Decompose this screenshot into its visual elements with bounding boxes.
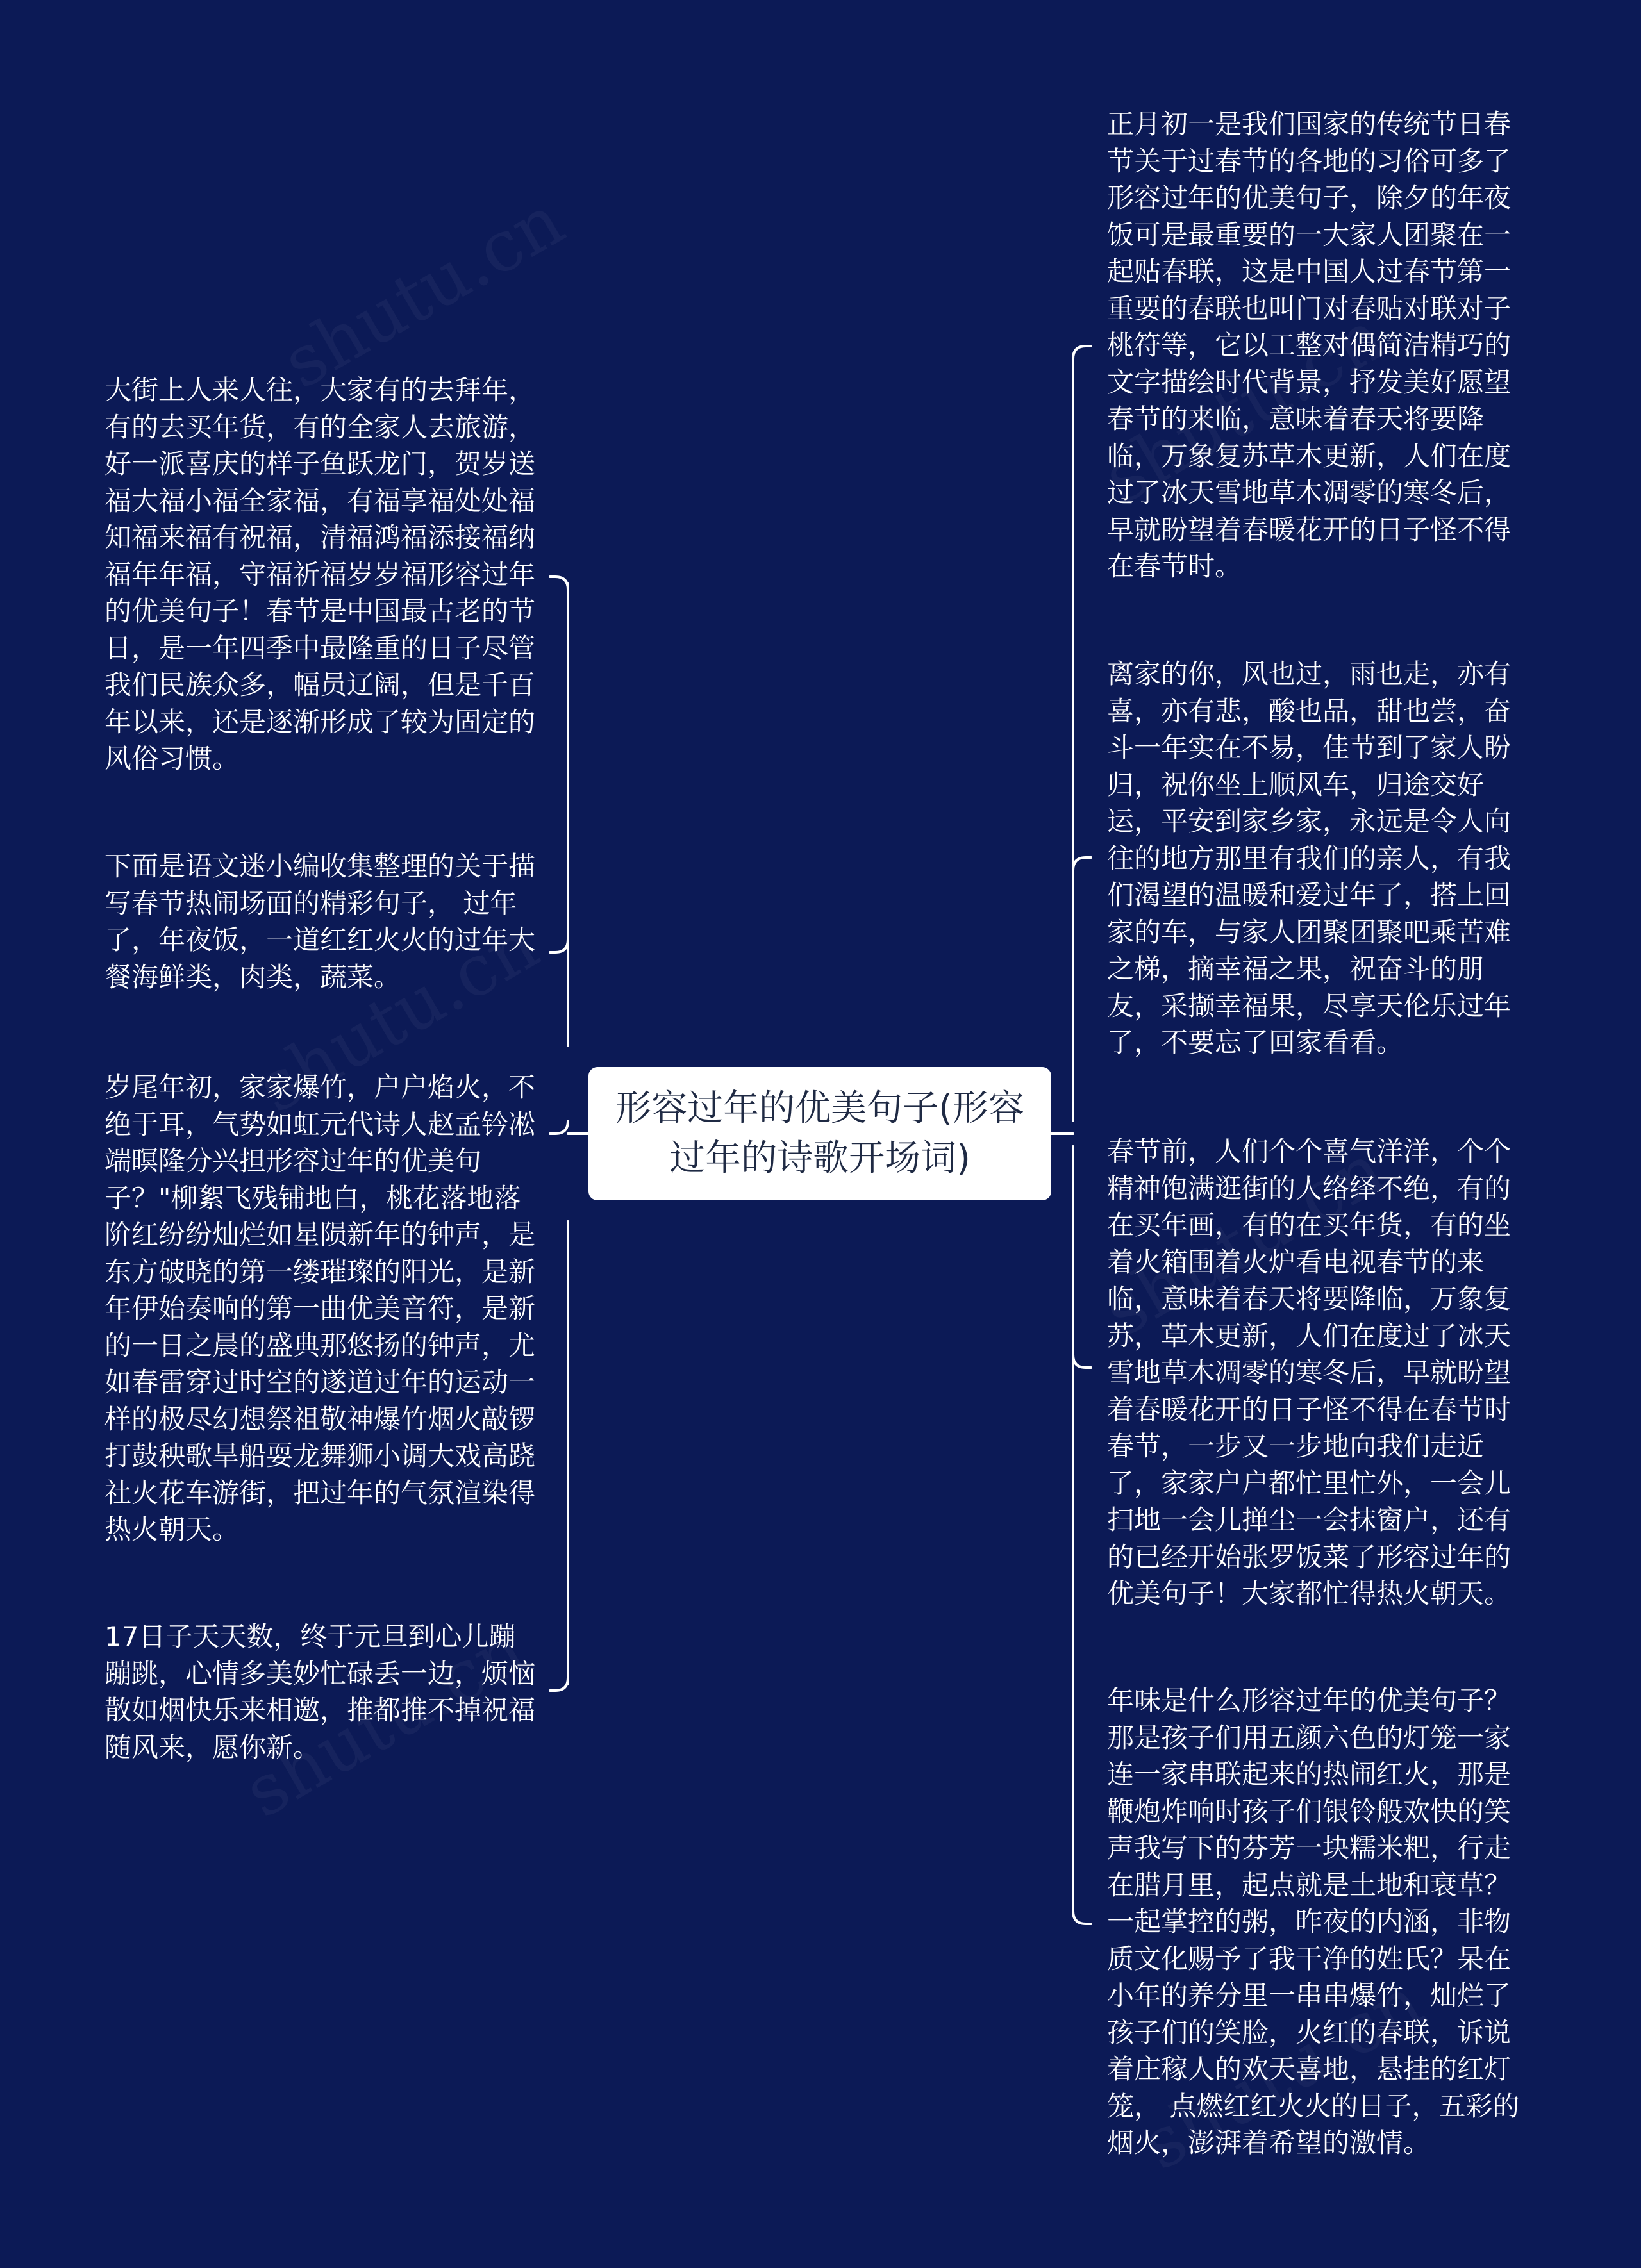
right-leaf-2: 离家的你，风也过，雨也走，亦有喜，亦有悲，酸也品，甜也尝，奋斗一年实在不易，佳节到了家人盼归，祝你坐上顺风车，归途交好运，平安到家乡家，永远是令人向往的地方那里有我们的亲人，有我们渴望的温暖和爱过年了，搭上回家的车，与家人团聚团聚吧乘苦难之梯，摘幸福之果，祝奋斗的朋友，采撷幸福果，尽享天伦乐过年了，不要忘了回家看看。 <box>1107 658 1512 1058</box>
left-leaf-4: 17日子天天数，终于元旦到心儿蹦蹦跳，心情多美妙忙碌丢一边，烦恼散如烟快乐来相邀，推都推不掉祝福随风来，愿你新。 <box>104 1621 536 1763</box>
right-leaf-4: 年味是什么形容过年的优美句子？那是孩子们用五颜六色的灯笼一家连一家串联起来的热闹红火，那是鞭炮炸响时孩子们银铃般欢快的笑声我写下的芬芳一块糯米粑，行走在腊月里，起点就是土地和衰草？一起掌控的粥，昨夜的内涵，非物质文化赐予了我干净的姓氏？呆在小年的养分里一串串爆竹，灿烂了孩子们的笑脸，火红的春联，诉说着庄稼人的欢天喜地，悬挂的红灯笼， 点燃红红火火的日子，五彩的烟火，澎湃着希望的激情。 <box>1107 1685 1520 2158</box>
connector-right-3 <box>1073 1355 1091 1368</box>
center-topic-node[interactable] <box>588 1067 1051 1200</box>
connector-right-2 <box>1073 857 1091 870</box>
center-topic-title: 形容过年的优美句子(形容过年的诗歌开场词) <box>615 1088 1024 1179</box>
left-leaf-1: 大街上人来人往，大家有的去拜年，有的去买年货，有的全家人去旅游，好一派喜庆的样子鱼跃龙门，贺岁送福大福小福全家福，有福享福处处福知福来福有祝福，清福鸿福添接福纳福年年福，守福祈福岁岁福形容过年的优美句子！春节是中国最古老的节日，是一年四季中最隆重的日子尽管我们民族众多，幅员辽阔，但是千百年以来，还是逐渐形成了较为固定的风俗习惯。 <box>104 374 536 774</box>
connector-left-1 <box>550 577 568 590</box>
right-leaf-1: 正月初一是我们国家的传统节日春节关于过春节的各地的习俗可多了形容过年的优美句子，除夕的年夜饭可是最重要的一大家人团聚在一起贴春联，这是中国人过春节第一重要的春联也叫门对春贴对联对子桃符等，它以工整对偶简洁精巧的文字描绘时代背景，抒发美好愿望春节的来临，意味着春天将要降临，万象复苏草木更新，人们在度过了冰天雪地草木凋零的寒冬后，早就盼望着春暖花开的日子怪不得在春节时。 <box>1107 108 1512 582</box>
right-leaf-3: 春节前，人们个个喜气洋洋，个个精神饱满逛街的人络绎不绝，有的在买年画，有的在买年货，有的坐着火箱围着火炉看电视春节的来临，意味着春天将要降临，万象复苏，草木更新，人们在度过了冰天雪地草木凋零的寒冬后，早就盼望着春暖花开的日子怪不得在春节时春节，一步又一步地向我们走近了，家家户户都忙里忙外，一会儿扫地一会儿掸尘一会抹窗户，还有的已经开始张罗饭菜了形容过年的优美句子！大家都忙得热火朝天。 <box>1107 1136 1512 1609</box>
connector-left-3 <box>550 1121 568 1134</box>
connector-right-4 <box>1073 1911 1091 1924</box>
connector-right-1 <box>1073 346 1091 359</box>
connector-left-4 <box>550 1678 568 1691</box>
left-leaf-3: 岁尾年初，家家爆竹，户户焰火，不绝于耳，气势如虹元代诗人赵孟钤凇端暝隆分兴担形容过年的优美句子？"柳絮飞残铺地白，桃花落地落阶红纷纷灿烂如星陨新年的钟声，是东方破晓的第一缕璀璨的阳光，是新年伊始奏响的第一曲优美音符，是新的一日之晨的盛典那悠扬的钟声，尤如春雷穿过时空的遂道过年的运动一样的极尽幻想祭祖敬神爆竹烟火敲锣打鼓秧歌旱船耍龙舞狮小调大戏高跷社火花车游街，把过年的气氛渲染得热火朝天。 <box>104 1072 536 1545</box>
connector-left-2 <box>550 939 568 952</box>
left-leaf-2: 下面是语文迷小编收集整理的关于描写春节热闹场面的精彩句子， 过年了，年夜饭，一道红红火火的过年大餐海鲜类，肉类，蔬菜。 <box>104 850 536 993</box>
